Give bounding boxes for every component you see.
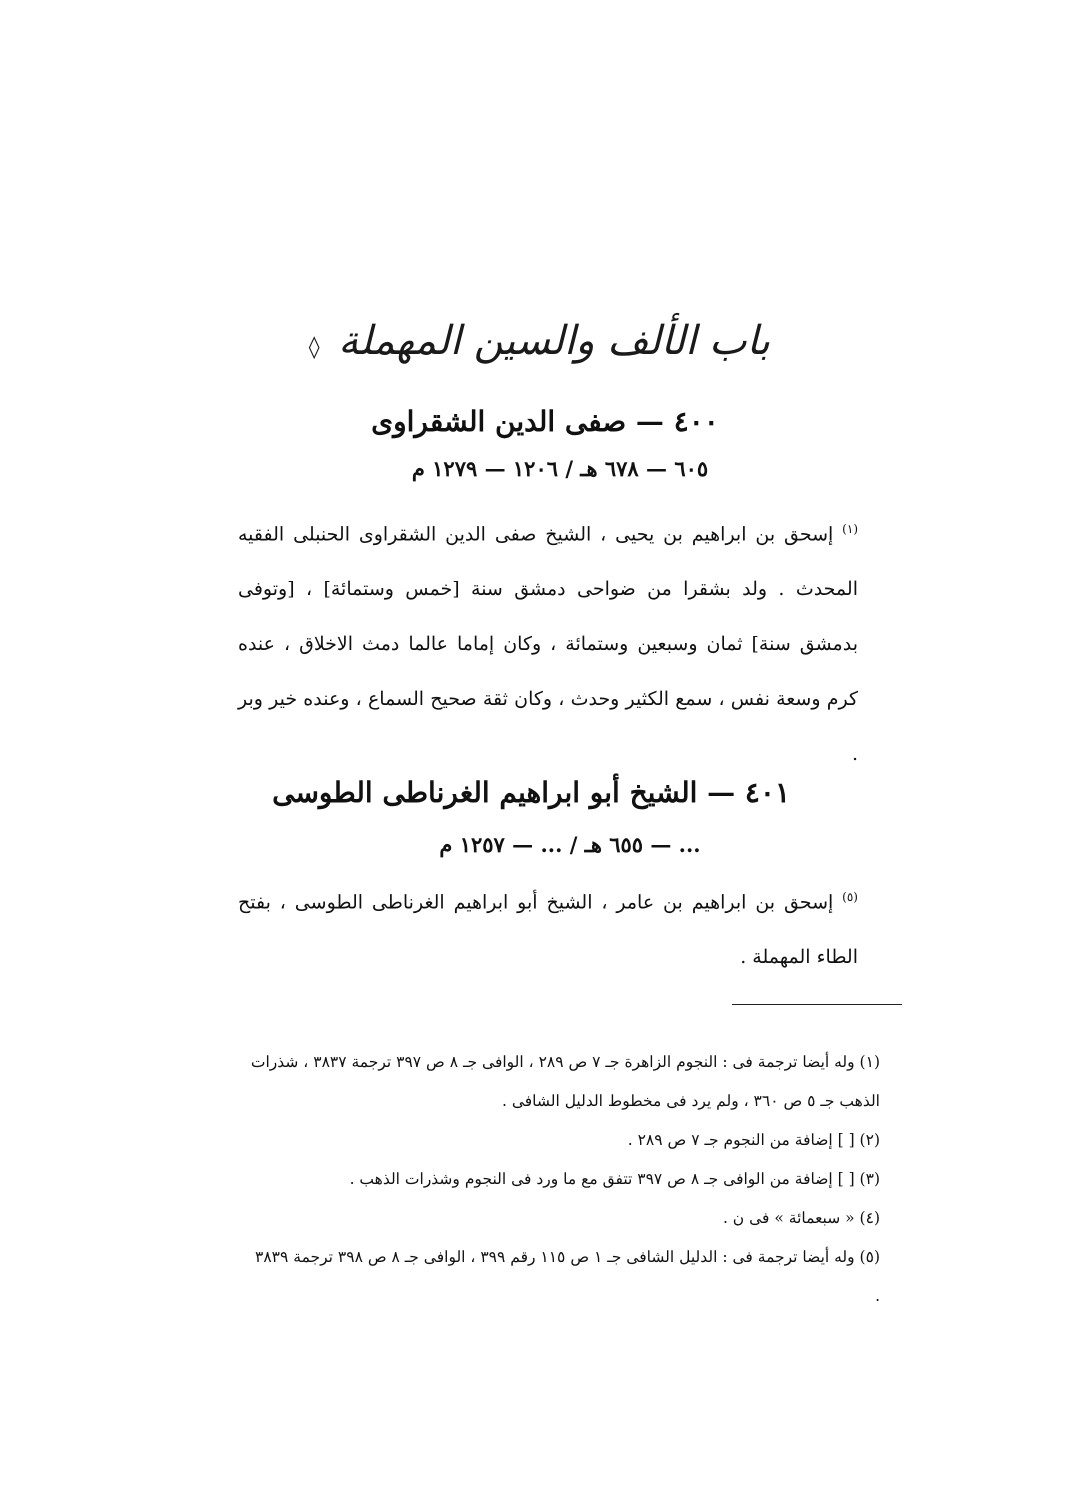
entry-401-title: ٤٠١ — الشيخ أبو ابراهيم الغرناطى الطوسى [272, 776, 790, 809]
footnote-ref-1: (١) [842, 522, 858, 536]
footnote-3: (٣) [ ] إضافة من الوافى جـ ٨ ص ٣٩٧ تتفق مع ما ورد فى النجوم وشذرات الذهب . [349, 1170, 880, 1188]
entry-401-body [238, 870, 858, 985]
ornament-icon: ◊ [308, 335, 320, 360]
entry-400-body [238, 502, 858, 782]
entry-401-text: إسحق بن ابراهيم بن عامر ، الشيخ أبو ابراهيم الغرناطى الطوسى ، بفتح الطاء المهملة . [238, 891, 858, 969]
footnotes [250, 1043, 880, 1316]
footnote-ref-5: (٥) [842, 890, 858, 904]
footnote-4: (٤) « سبعمائة » فى ن . [722, 1209, 880, 1227]
entry-400-dates: ٦٠٥ — ٦٧٨ هـ / ١٢٠٦ — ١٢٧٩ م [411, 456, 709, 481]
entry-400-title: ٤٠٠ — صفى الدين الشقراوى [371, 405, 719, 438]
entry-400-text: إسحق بن ابراهيم بن يحيى ، الشيخ صفى الدين الشقراوى الحنبلى الفقيه المحدث . ولد بشقرا من ضواحى دمشق سنة [خمس وستمائة] ، [وتوفى بدمشق سنة] ثمان وسبعين وستمائة ، وكان إماما عالما دمث الاخلاق ، عنده كرم وسعة نفس ، سمع الكثير وحدث ، وكان ثقة صحيح السماع ، وعنده خير وبر . [238, 523, 858, 766]
entry-401-dates: ... — ٦٥٥ هـ / ... — ١٢٥٧ م [439, 832, 701, 857]
chapter-heading-text: باب الألف والسين المهملة [338, 318, 770, 364]
chapter-heading [308, 318, 770, 364]
footnote-1: (١) وله أيضا ترجمة فى : النجوم الزاهرة جـ ٧ ص ٢٨٩ ، الوافى جـ ٨ ص ٣٩٧ ترجمة ٣٨٣٧ ، شذرات الذهب جـ ٥ ص ٣٦٠ ، ولم يرد فى مخطوط الدليل الشافى . [250, 1053, 880, 1110]
footnote-2: (٢) [ ] إضافة من النجوم جـ ٧ ص ٢٨٩ . [627, 1131, 880, 1149]
footnote-separator [732, 1004, 902, 1005]
footnote-5: (٥) وله أيضا ترجمة فى : الدليل الشافى جـ ١ ص ١١٥ رقم ٣٩٩ ، الوافى جـ ٨ ص ٣٩٨ ترجمة ٣٨٣٩ . [255, 1248, 880, 1305]
